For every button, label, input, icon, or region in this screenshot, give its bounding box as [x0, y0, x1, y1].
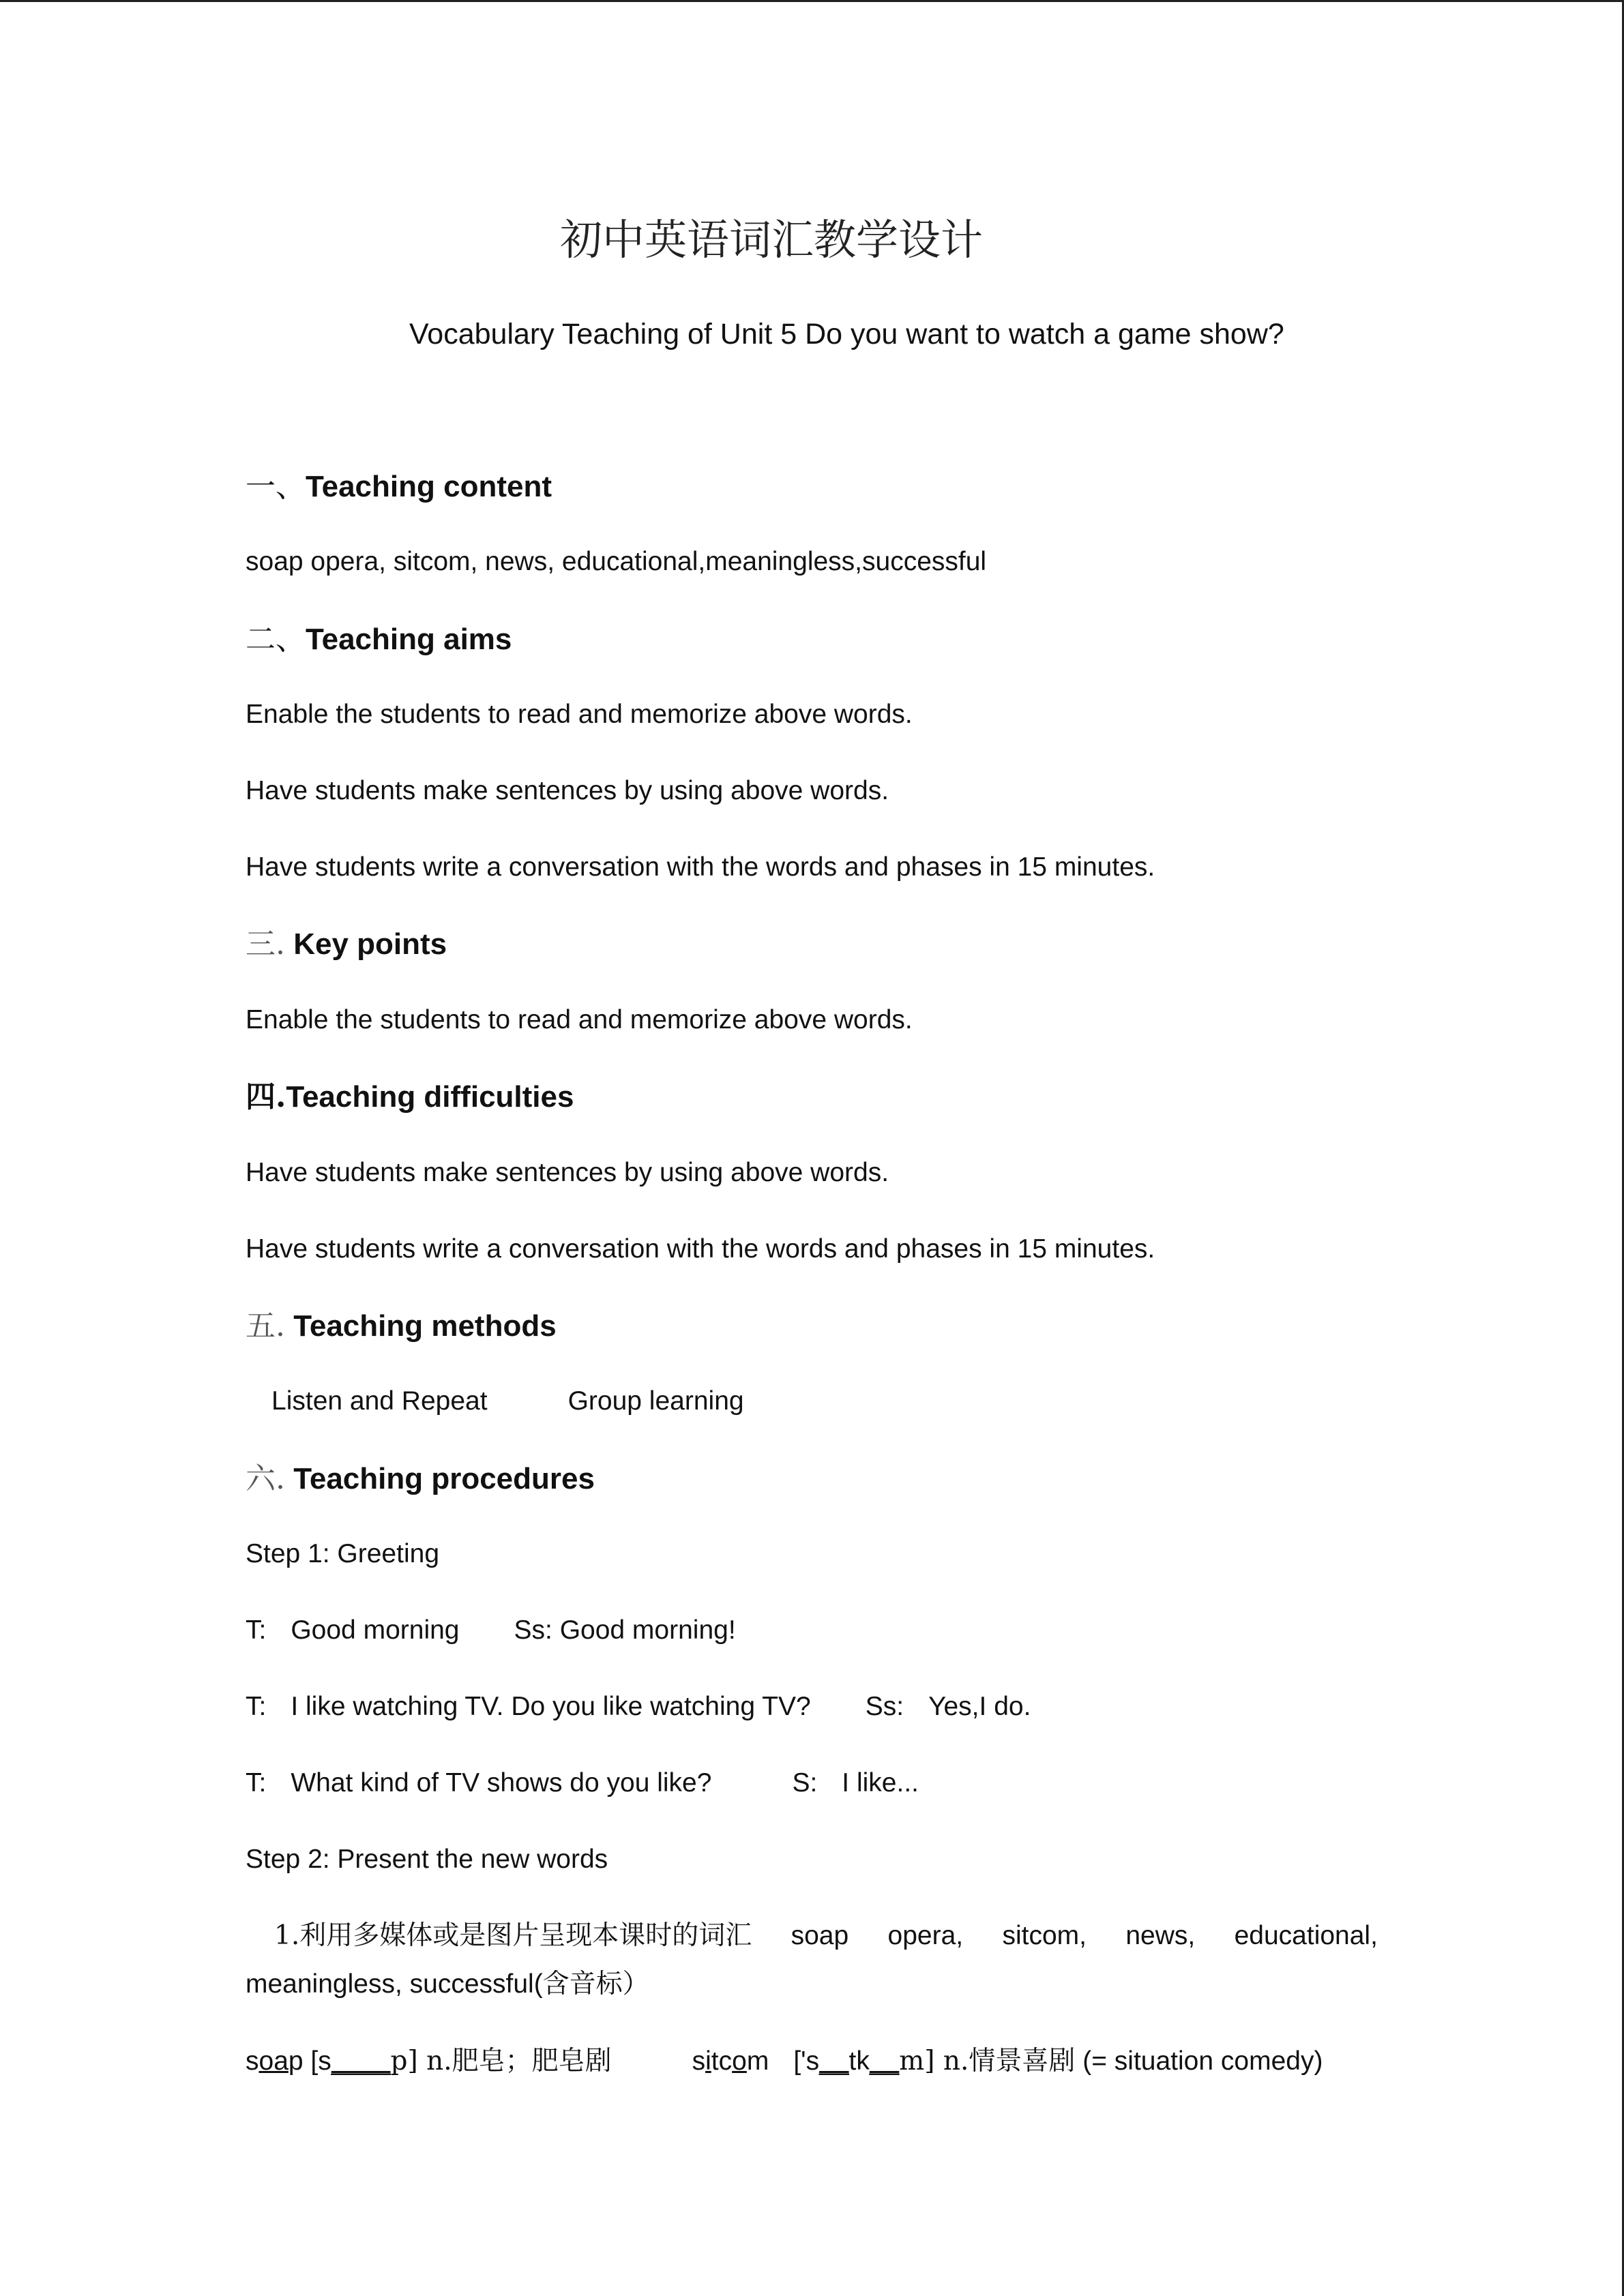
dialogue-line: [246, 1614, 736, 1647]
speaker-label: T:: [246, 1615, 267, 1645]
key-point-item: Enable the students to read and memorize above words.: [246, 1005, 913, 1034]
page-top-border: [0, 0, 1624, 2]
section-title: Teaching content: [306, 470, 552, 503]
section-number: 六.: [246, 1461, 285, 1496]
section-heading-key-points: [246, 924, 447, 965]
reply-line: I like...: [842, 1768, 919, 1798]
reply-line: Good morning!: [559, 1615, 736, 1645]
section-number: 一、: [246, 469, 306, 504]
present-word: opera,: [887, 1921, 964, 1950]
section-title: Teaching procedures: [293, 1462, 595, 1495]
section-heading-teaching-methods: [246, 1306, 557, 1347]
section-heading-teaching-aims: [246, 619, 512, 660]
speaker-line: What kind of TV shows do you like?: [291, 1768, 712, 1798]
reply-speaker-label: S:: [792, 1768, 818, 1798]
section-title: Key points: [293, 927, 447, 961]
step-2-label: Step 2: Present the new words: [246, 1845, 608, 1874]
method-item: Listen and Repeat: [271, 1386, 488, 1416]
vocab-phonetic-line: [246, 2045, 1323, 2078]
reply-speaker-label: Ss:: [865, 1692, 904, 1721]
speaker-line: I like watching TV. Do you like watching TV?: [291, 1692, 811, 1721]
dialogue-line: [246, 1767, 919, 1800]
section-heading-teaching-procedures: [246, 1459, 595, 1500]
present-intro: 1.利用多媒体或是图片呈现本课时的词汇: [274, 1920, 752, 1951]
vocab-soap: soap [s____p] n.肥皂；肥皂剧: [246, 2046, 612, 2076]
method-item: Group learning: [567, 1386, 744, 1416]
step-1-label: Step 1: Greeting: [246, 1539, 440, 1568]
section-number: 四.: [246, 1079, 286, 1114]
difficulty-item: Have students make sentences by using above words.: [246, 1158, 889, 1187]
aim-item: Have students write a conversation with the words and phases in 15 minutes.: [246, 852, 1155, 882]
teaching-methods-list: [271, 1385, 744, 1418]
present-words-continued: meaningless, successful(含音标）: [246, 1969, 649, 1999]
section-title: Teaching difficulties: [286, 1080, 574, 1114]
teaching-content-text: soap opera, sitcom, news, educational,meaningless,successful: [246, 547, 987, 576]
section-title: Teaching aims: [306, 623, 512, 656]
dialogue-line: [246, 1690, 1031, 1723]
present-word: soap: [791, 1921, 849, 1950]
speaker-line: Good morning: [291, 1615, 460, 1645]
section-number: 二、: [246, 622, 306, 657]
section-title: Teaching methods: [293, 1309, 557, 1343]
present-word: news,: [1125, 1921, 1196, 1950]
section-number: 五.: [246, 1309, 285, 1343]
reply-line: Yes,I do.: [928, 1692, 1031, 1721]
present-words-line: [246, 1920, 1378, 1952]
section-number: 三.: [246, 927, 285, 961]
aim-item: Enable the students to read and memorize above words.: [246, 700, 913, 729]
aim-item: Have students make sentences by using above words.: [246, 776, 889, 805]
speaker-label: T:: [246, 1768, 267, 1798]
present-word: educational,: [1234, 1921, 1378, 1950]
difficulty-item: Have students write a conversation with the words and phases in 15 minutes.: [246, 1234, 1155, 1264]
document-title: 初中英语词汇教学设计: [559, 215, 983, 265]
speaker-label: T:: [246, 1692, 267, 1721]
document-subtitle: Vocabulary Teaching of Unit 5 Do you want to watch a game show?: [409, 318, 1284, 351]
section-heading-teaching-content: [246, 466, 552, 507]
present-word: sitcom,: [1002, 1921, 1087, 1950]
reply-speaker-label: Ss:: [514, 1615, 552, 1645]
section-heading-teaching-difficulties: [246, 1077, 574, 1118]
vocab-sitcom: sitcom ['s__tk__m] n.情景喜剧 (= situation comedy): [692, 2046, 1323, 2076]
